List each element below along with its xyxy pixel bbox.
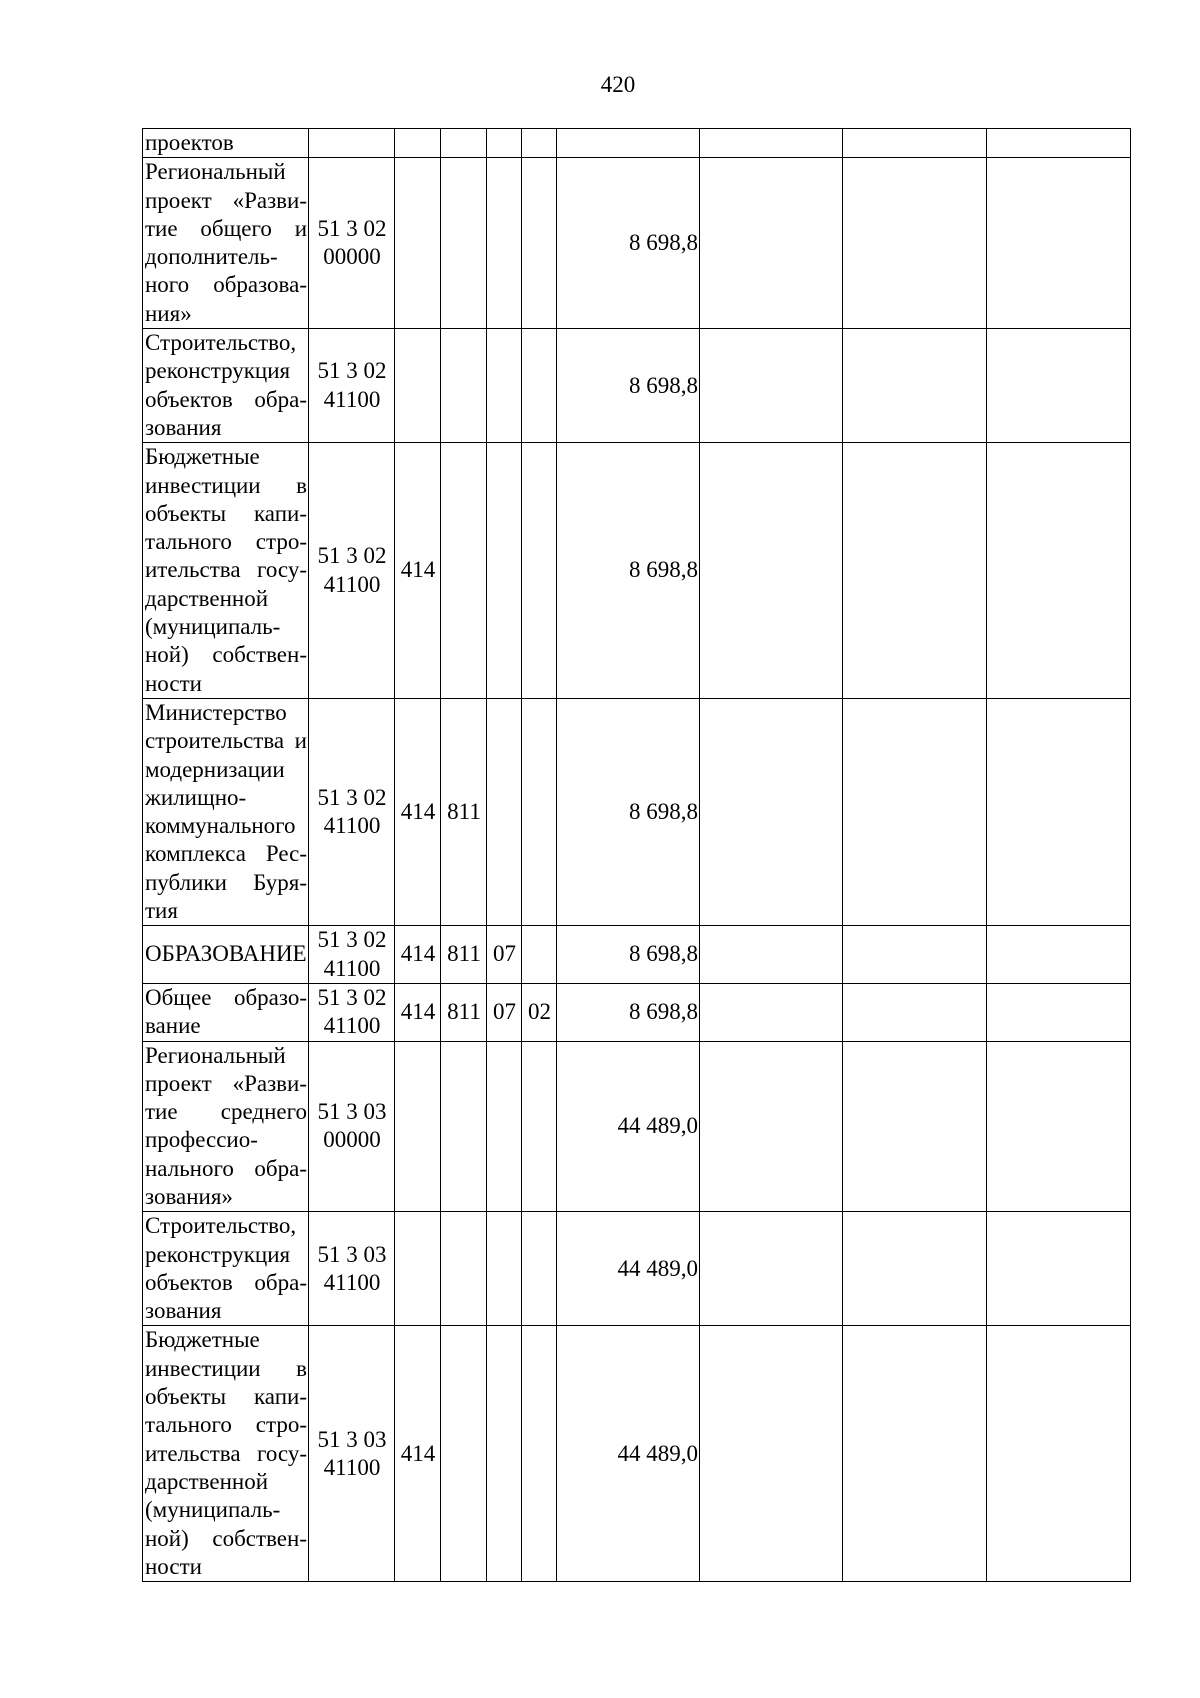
empty-cell <box>843 329 987 443</box>
row-sum: 8 698,8 <box>557 983 700 1041</box>
row-grbs: 414 <box>395 1326 441 1582</box>
row-ved <box>441 1041 487 1212</box>
row-grbs <box>395 329 441 443</box>
table-row <box>143 926 1131 984</box>
empty-cell <box>987 443 1131 699</box>
row-rz <box>487 1212 522 1326</box>
code-part-2: 00000 <box>323 244 381 270</box>
row-sum: 8 698,8 <box>557 443 700 699</box>
code-part-2: 41100 <box>323 813 381 839</box>
table-row <box>143 158 1131 329</box>
row-pr: 02 <box>522 983 557 1041</box>
code-part-2: 41100 <box>323 1269 381 1295</box>
empty-cell <box>987 329 1131 443</box>
row-rz <box>487 1041 522 1212</box>
row-rz <box>487 158 522 329</box>
row-name: Бюджетные инвестиции в объекты капитального строительства государственной (муниципальной) собственности <box>143 1326 309 1582</box>
row-rz: 07 <box>487 926 522 984</box>
row-pr <box>522 129 557 158</box>
page-number: 420 <box>600 72 636 97</box>
table-row <box>143 129 1131 158</box>
empty-cell <box>987 1041 1131 1212</box>
row-grbs <box>395 158 441 329</box>
table-body <box>143 129 1131 1582</box>
row-sum: 44 489,0 <box>557 1041 700 1212</box>
row-sum: 8 698,8 <box>557 158 700 329</box>
code-part-2: 41100 <box>323 955 381 981</box>
table-row <box>143 983 1131 1041</box>
empty-cell <box>700 1041 843 1212</box>
row-pr <box>522 926 557 984</box>
row-pr <box>522 329 557 443</box>
empty-cell <box>700 1326 843 1582</box>
row-ved <box>441 1326 487 1582</box>
empty-cell <box>700 983 843 1041</box>
row-code <box>309 1212 395 1326</box>
empty-cell <box>700 926 843 984</box>
row-rz <box>487 443 522 699</box>
row-grbs: 414 <box>395 698 441 925</box>
empty-cell <box>700 1212 843 1326</box>
table-row <box>143 698 1131 925</box>
code-part-1: 51 3 02 <box>317 543 387 569</box>
empty-cell <box>987 129 1131 158</box>
row-rz <box>487 329 522 443</box>
empty-cell <box>843 129 987 158</box>
empty-cell <box>843 1041 987 1212</box>
table-row <box>143 1041 1131 1212</box>
row-ved: 811 <box>441 926 487 984</box>
row-pr <box>522 158 557 329</box>
row-ved <box>441 158 487 329</box>
row-pr <box>522 1212 557 1326</box>
row-ved: 811 <box>441 698 487 925</box>
row-name: Региональный проект «Развитие общего и дополнительного образования» <box>143 158 309 329</box>
empty-cell <box>700 329 843 443</box>
row-sum: 44 489,0 <box>557 1326 700 1582</box>
row-sum: 44 489,0 <box>557 1212 700 1326</box>
code-part-2: 41100 <box>323 1013 381 1039</box>
row-sum: 8 698,8 <box>557 926 700 984</box>
code-part-2: 41100 <box>323 571 381 597</box>
table-row <box>143 1212 1131 1326</box>
code-part-1: 51 3 03 <box>317 1099 387 1125</box>
row-pr <box>522 698 557 925</box>
row-code <box>309 158 395 329</box>
row-code <box>309 983 395 1041</box>
empty-cell <box>987 983 1131 1041</box>
row-rz: 07 <box>487 983 522 1041</box>
row-grbs <box>395 1041 441 1212</box>
empty-cell <box>843 698 987 925</box>
empty-cell <box>987 1212 1131 1326</box>
code-part-1: 51 3 02 <box>317 927 387 953</box>
empty-cell <box>987 1326 1131 1582</box>
code-part-1: 51 3 03 <box>317 1241 387 1267</box>
row-code <box>309 329 395 443</box>
row-code <box>309 698 395 925</box>
code-part-2: 41100 <box>323 1454 381 1480</box>
empty-cell <box>843 1212 987 1326</box>
table-row <box>143 1326 1131 1582</box>
empty-cell <box>700 129 843 158</box>
budget-table <box>142 128 1131 1582</box>
code-part-1: 51 3 03 <box>317 1426 387 1452</box>
row-grbs: 414 <box>395 926 441 984</box>
empty-cell <box>700 698 843 925</box>
row-sum: 8 698,8 <box>557 329 700 443</box>
row-name: Региональный проект «Развитие среднего профессионального образования» <box>143 1041 309 1212</box>
row-grbs <box>395 1212 441 1326</box>
row-ved <box>441 443 487 699</box>
empty-cell <box>843 443 987 699</box>
empty-cell <box>843 983 987 1041</box>
empty-cell <box>843 1326 987 1582</box>
row-code <box>309 1326 395 1582</box>
row-name: ОБРАЗОВАНИЕ <box>143 926 309 984</box>
row-name: Бюджетные инвестиции в объекты капитального строительства государственной (муниципальной) собственности <box>143 443 309 699</box>
row-ved <box>441 1212 487 1326</box>
row-code <box>309 926 395 984</box>
row-pr <box>522 1326 557 1582</box>
code-part-1: 51 3 02 <box>317 215 387 241</box>
row-rz <box>487 1326 522 1582</box>
empty-cell <box>987 926 1131 984</box>
empty-cell <box>843 926 987 984</box>
empty-cell <box>700 443 843 699</box>
code-part-2: 41100 <box>323 386 381 412</box>
row-grbs: 414 <box>395 443 441 699</box>
row-code <box>309 443 395 699</box>
row-code <box>309 129 395 158</box>
row-sum <box>557 129 700 158</box>
code-part-1: 51 3 02 <box>317 358 387 384</box>
row-name: Строительство, реконструкция объектов образования <box>143 329 309 443</box>
row-name: Общее образование <box>143 983 309 1041</box>
row-name: Министерство строительства и модернизации жилищно-коммунального комплекса Республики Бурятия <box>143 698 309 925</box>
code-part-1: 51 3 02 <box>317 784 387 810</box>
row-pr <box>522 1041 557 1212</box>
row-ved: 811 <box>441 983 487 1041</box>
code-part-2: 00000 <box>323 1127 381 1153</box>
table-row <box>143 329 1131 443</box>
empty-cell <box>843 158 987 329</box>
row-rz <box>487 129 522 158</box>
empty-cell <box>987 698 1131 925</box>
row-ved <box>441 129 487 158</box>
code-part-1: 51 3 02 <box>317 984 387 1010</box>
row-grbs: 414 <box>395 983 441 1041</box>
row-name: Строительство, реконструкция объектов образования <box>143 1212 309 1326</box>
row-grbs <box>395 129 441 158</box>
row-pr <box>522 443 557 699</box>
row-ved <box>441 329 487 443</box>
row-code <box>309 1041 395 1212</box>
row-rz <box>487 698 522 925</box>
row-name: проектов <box>143 129 309 158</box>
empty-cell <box>987 158 1131 329</box>
row-sum: 8 698,8 <box>557 698 700 925</box>
empty-cell <box>700 158 843 329</box>
table-row <box>143 443 1131 699</box>
